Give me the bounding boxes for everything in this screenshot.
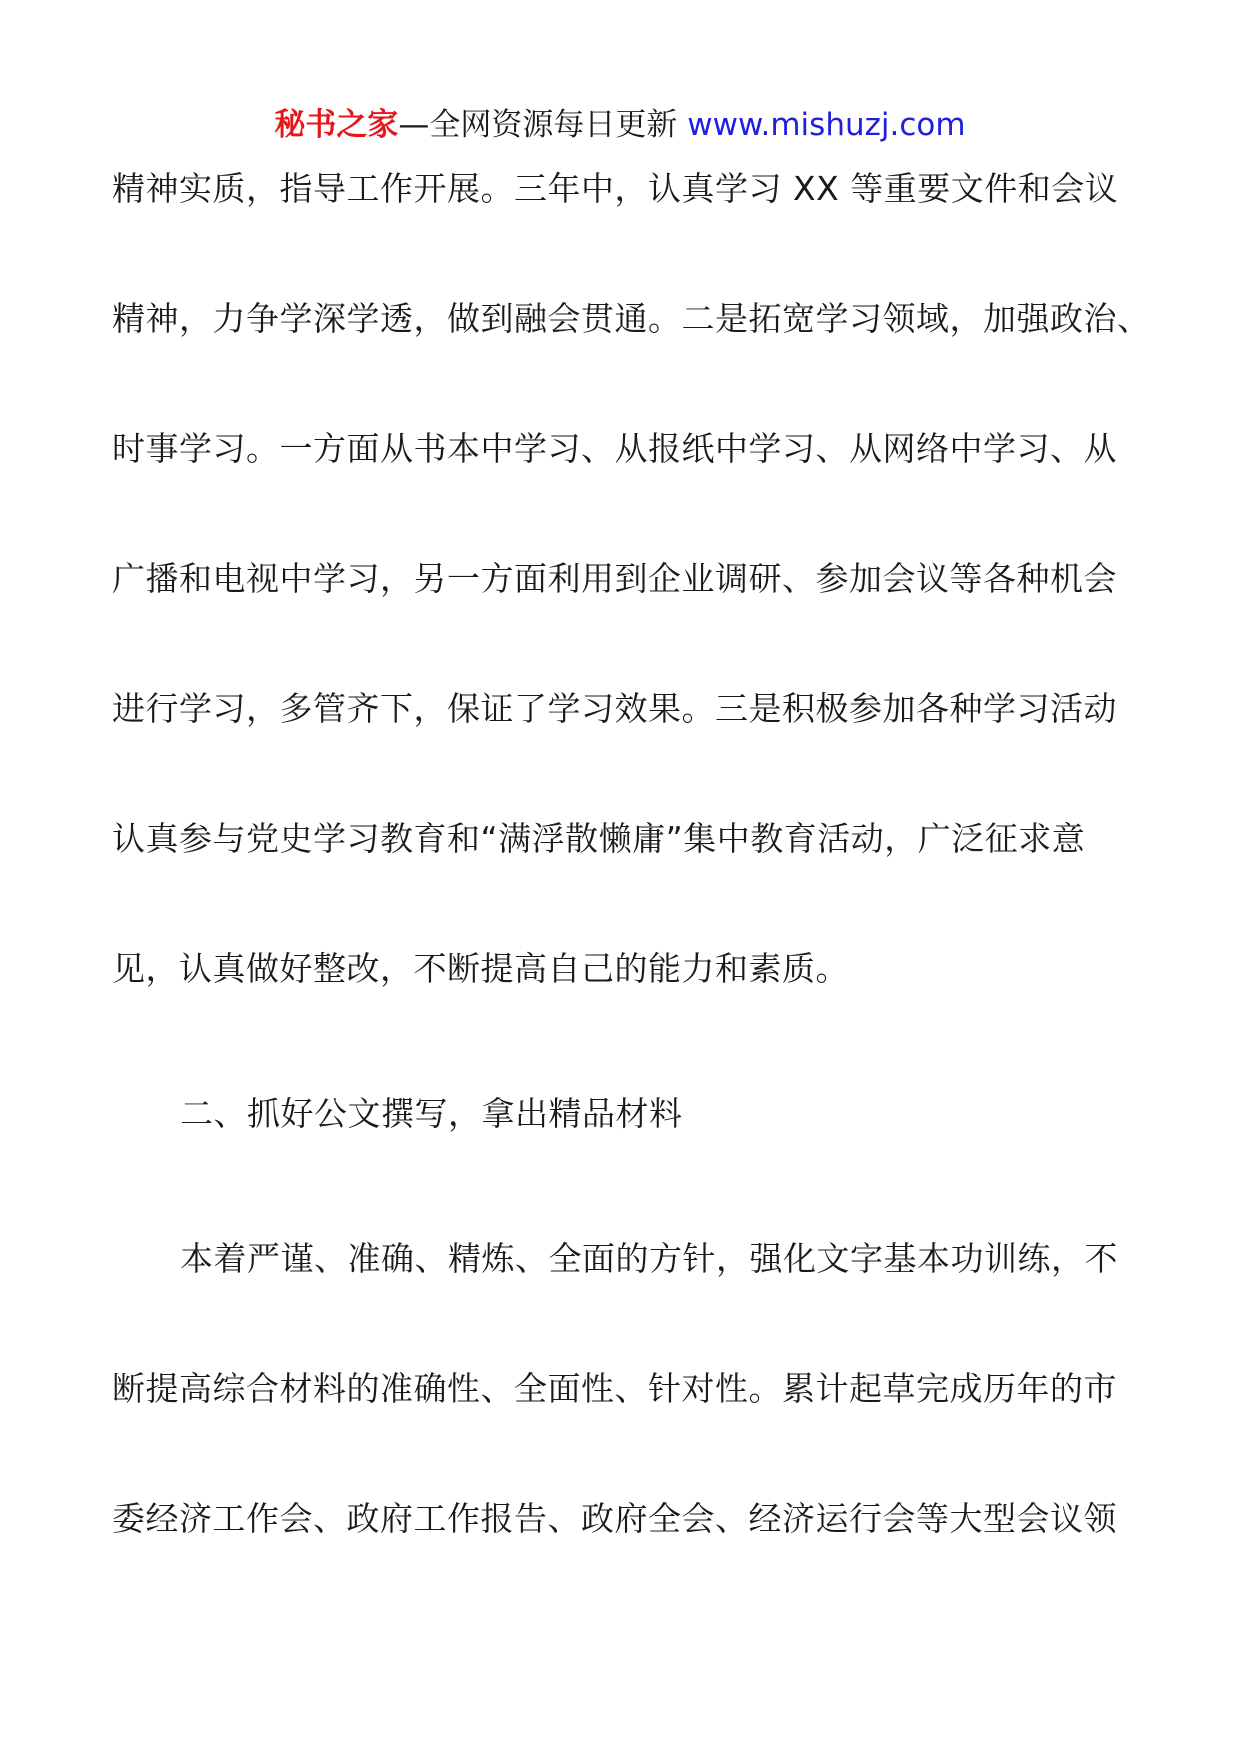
header-slogan: —全网资源每日更新 [398,107,688,143]
section-heading: 二、抓好公文撰写，拿出精品材料 [180,1094,683,1133]
paragraph-line: 见，认真做好整改，不断提高自己的能力和素质。 [112,949,849,988]
paragraph-line: 进行学习，多管齐下，保证了学习效果。三是积极参加各种学习活动 [112,689,1117,728]
paragraph-line: 断提高综合材料的准确性、全面性、针对性。累计起草完成历年的市 [112,1369,1117,1408]
paragraph-line: 认真参与党史学习教育和“满浮散懒庸”集中教育活动，广泛征求意 [112,819,1086,858]
document-header [0,100,1240,150]
paragraph-line: 本着严谨、准确、精炼、全面的方针，强化文字基本功训练，不 [180,1239,1118,1278]
paragraph-line: 精神实质，指导工作开展。三年中，认真学习 XX 等重要文件和会议 [112,169,1119,208]
paragraph-line: 时事学习。一方面从书本中学习、从报纸中学习、从网络中学习、从 [112,429,1117,468]
header-url-link[interactable]: www.mishuzj.com [687,107,966,143]
paragraph-line: 广播和电视中学习，另一方面利用到企业调研、参加会议等各种机会 [112,559,1117,598]
paragraph-line: 精神，力争学深学透，做到融会贯通。二是拓宽学习领域，加强政治、 [112,299,1151,338]
brand-name: 秘书之家 [274,107,399,143]
paragraph-line: 委经济工作会、政府工作报告、政府全会、经济运行会等大型会议领 [112,1499,1117,1538]
